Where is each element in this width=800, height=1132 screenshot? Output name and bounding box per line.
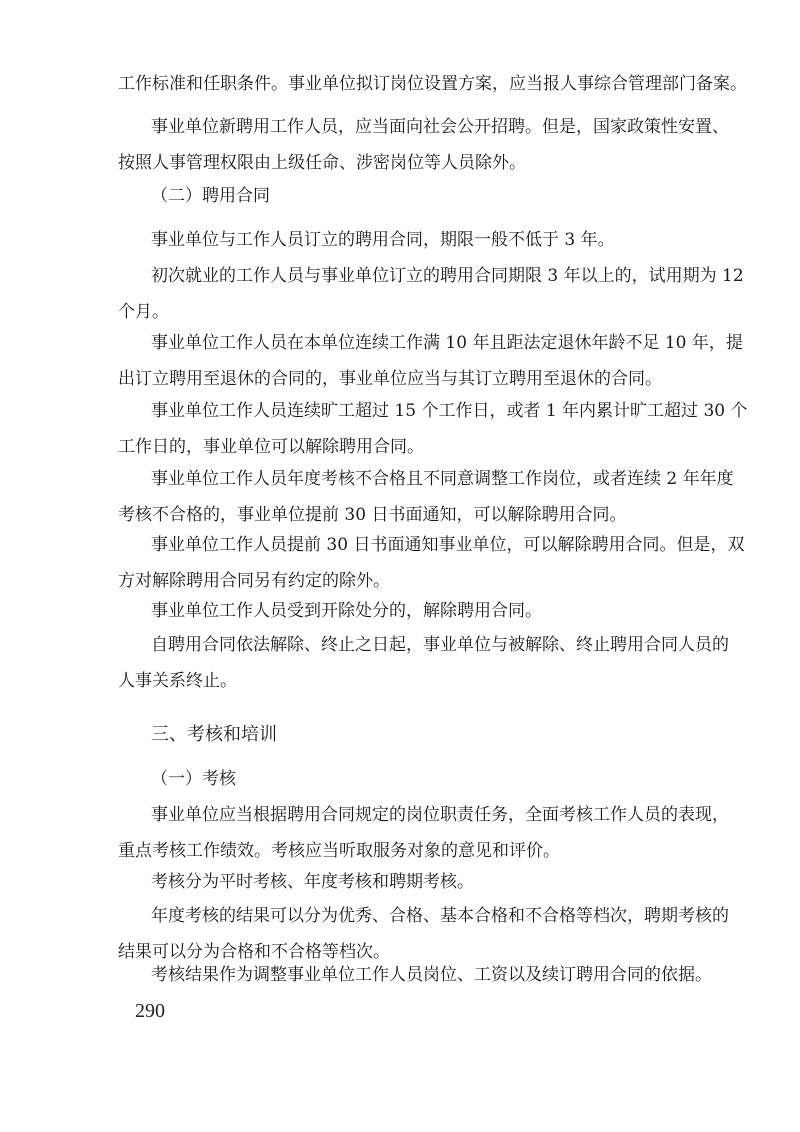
text-line: 年度考核的结果可以分为优秀、合格、基本合格和不合格等档次，聘期考核的 xyxy=(151,906,729,926)
text-line: 事业单位工作人员在本单位连续工作满 10 年且距法定退休年龄不足 10 年，提 xyxy=(151,333,743,353)
heading-assessment-training xyxy=(0,717,800,753)
text-line: 考核分为平时考核、年度考核和聘期考核。 xyxy=(151,872,474,892)
paragraph-retirement-contract xyxy=(0,325,800,397)
paragraph-recruitment xyxy=(0,109,800,181)
subsection-title: （一）考核 xyxy=(151,769,236,789)
text-line: 工作日的，事业单位可以解除聘用合同。 xyxy=(118,437,424,457)
subsection-title: （二）聘用合同 xyxy=(151,186,270,206)
text-line: 个月。 xyxy=(118,302,169,322)
text-line: 初次就业的工作人员与事业单位订立的聘用合同期限 3 年以上的，试用期为 12 xyxy=(151,266,744,286)
paragraph-assessment-basis xyxy=(0,797,800,869)
text-line: 事业单位工作人员年度考核不合格且不同意调整工作岗位，或者连续 2 年年度 xyxy=(151,469,734,489)
text-line: 考核结果作为调整事业单位工作人员岗位、工资以及续订聘用合同的依据。 xyxy=(151,965,712,985)
heading-assessment xyxy=(0,761,800,797)
text-line: 事业单位工作人员连续旷工超过 15 个工作日，或者 1 年内累计旷工超过 30 个 xyxy=(151,401,748,421)
text-line: 自聘用合同依法解除、终止之日起，事业单位与被解除、终止聘用合同人员的 xyxy=(151,635,729,655)
paragraph-job-standards xyxy=(0,66,800,102)
heading-employment-contract xyxy=(0,178,800,214)
text-line: 事业单位新聘用工作人员，应当面向社会公开招聘。但是，国家政策性安置、 xyxy=(151,117,729,137)
text-line: 出订立聘用至退休的合同的，事业单位应当与其订立聘用至退休的合同。 xyxy=(118,369,662,389)
paragraph-assessment-failure xyxy=(0,461,800,533)
text-line: 结果可以分为合格和不合格等档次。 xyxy=(118,942,390,962)
text-line: 按照人事管理权限由上级任命、涉密岗位等人员除外。 xyxy=(118,153,526,173)
text-line: 事业单位工作人员受到开除处分的，解除聘用合同。 xyxy=(151,601,542,621)
text-line: 事业单位应当根据聘用合同规定的岗位职责任务，全面考核工作人员的表现， xyxy=(151,805,729,825)
paragraph-contract-term xyxy=(0,222,800,258)
section-title: 三、考核和培训 xyxy=(151,724,277,745)
text-line: 重点考核工作绩效。考核应当听取服务对象的意见和评价。 xyxy=(118,841,560,861)
paragraph-assessment-types xyxy=(0,864,800,900)
paragraph-dismissal xyxy=(0,593,800,629)
text-line: 考核不合格的，事业单位提前 30 日书面通知，可以解除聘用合同。 xyxy=(118,505,627,525)
paragraph-assessment-use xyxy=(0,957,800,993)
paragraph-employee-notice xyxy=(0,527,800,599)
paragraph-relationship-termination xyxy=(0,627,800,699)
paragraph-absenteeism xyxy=(0,393,800,465)
paragraph-probation xyxy=(0,258,800,330)
text-line: 方对解除聘用合同另有约定的除外。 xyxy=(118,571,390,591)
text-line: 事业单位工作人员提前 30 日书面通知事业单位，可以解除聘用合同。但是，双 xyxy=(151,535,745,555)
text-line: 人事关系终止。 xyxy=(118,671,237,691)
text-line: 工作标准和任职条件。事业单位拟订岗位设置方案，应当报人事综合管理部门备案。 xyxy=(118,74,747,94)
text-line: 事业单位与工作人员订立的聘用合同，期限一般不低于 3 年。 xyxy=(151,230,615,250)
page-number: 290 xyxy=(135,1000,165,1022)
